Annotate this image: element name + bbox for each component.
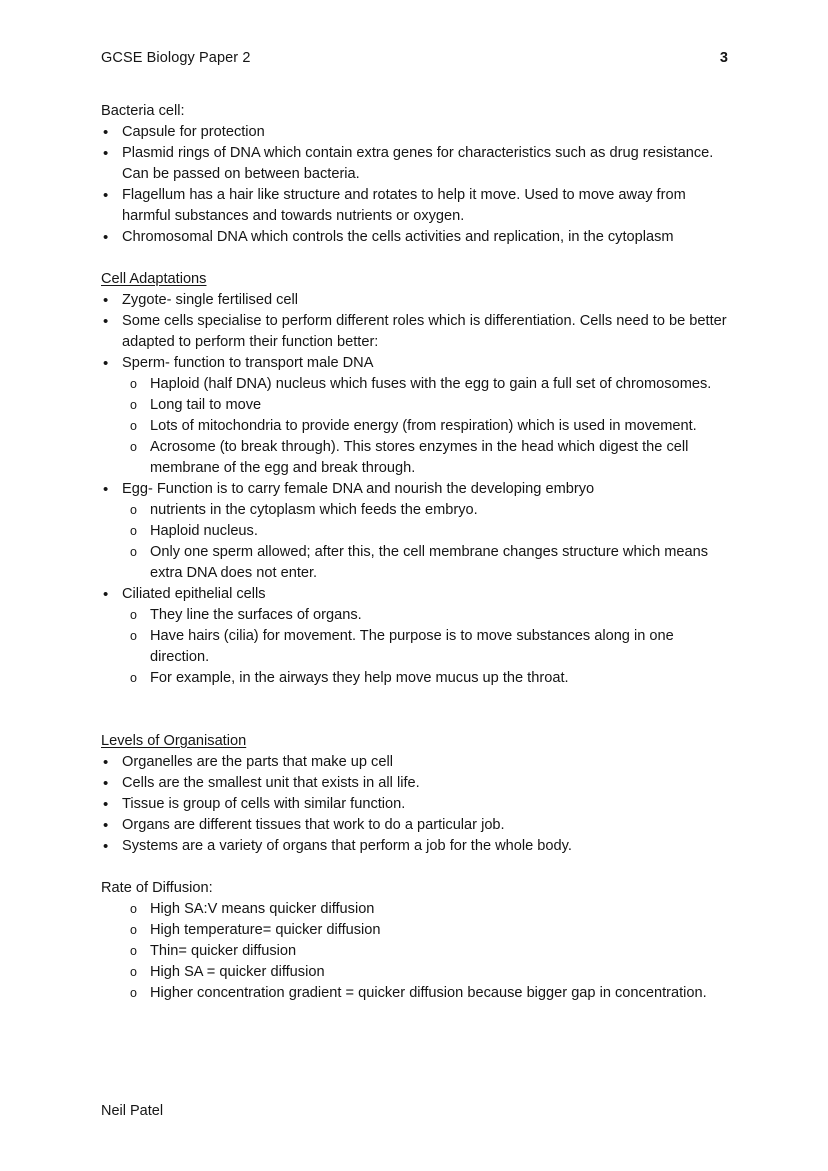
list-item-text: They line the surfaces of organs. bbox=[150, 607, 362, 623]
page-footer bbox=[101, 1101, 163, 1121]
list-item bbox=[101, 185, 729, 227]
circle-bullet-icon: o bbox=[130, 986, 137, 1000]
bullet-icon: • bbox=[103, 145, 109, 162]
bullet-icon: • bbox=[103, 313, 109, 330]
section-heading-cell-adaptations bbox=[101, 269, 729, 290]
section-intro-bacteria-cell: Bacteria cell: bbox=[101, 103, 185, 119]
footer-author-name: Neil Patel bbox=[101, 1103, 164, 1119]
list-item-text: High SA = quicker diffusion bbox=[150, 964, 325, 980]
document-body bbox=[101, 101, 729, 1004]
list-item bbox=[101, 815, 729, 836]
list-item bbox=[101, 836, 729, 857]
bullet-icon: • bbox=[103, 586, 109, 603]
bullet-icon: • bbox=[103, 817, 109, 834]
list-item bbox=[101, 605, 729, 626]
list-item bbox=[101, 920, 729, 941]
list-item bbox=[101, 899, 729, 920]
bullet-icon: • bbox=[103, 796, 109, 813]
list-item-text: Some cells specialise to perform different roles which is differentiation. Cells need to be better adapted to perform their function better: bbox=[122, 313, 727, 350]
list-item bbox=[101, 962, 729, 983]
circle-bullet-icon: o bbox=[130, 965, 137, 979]
bullet-icon: • bbox=[103, 124, 109, 141]
list-item bbox=[101, 374, 729, 395]
circle-bullet-icon: o bbox=[130, 902, 137, 916]
list-item-text: Organs are different tissues that work to do a particular job. bbox=[122, 817, 505, 833]
bullet-icon: • bbox=[103, 481, 109, 498]
bullet-icon: • bbox=[103, 187, 109, 204]
list-item-text: Organelles are the parts that make up cell bbox=[122, 754, 393, 770]
section-spacer bbox=[101, 857, 729, 878]
list-item-text: Plasmid rings of DNA which contain extra genes for characteristics such as drug resistance. Can be passed on between bacteria. bbox=[122, 145, 714, 182]
egg-sub-bullet-list bbox=[101, 500, 729, 584]
bullet-icon: • bbox=[103, 355, 109, 372]
list-item bbox=[101, 500, 729, 521]
ciliated-epithelial-bullet-list bbox=[101, 584, 729, 605]
list-item-text: Cells are the smallest unit that exists in all life. bbox=[122, 775, 420, 791]
list-item bbox=[101, 437, 729, 479]
list-item bbox=[101, 353, 729, 374]
list-item bbox=[101, 542, 729, 584]
list-item bbox=[101, 290, 729, 311]
circle-bullet-icon: o bbox=[130, 923, 137, 937]
list-item bbox=[101, 227, 729, 248]
list-item-text: Egg- Function is to carry female DNA and nourish the developing embryo bbox=[122, 481, 595, 497]
list-item bbox=[101, 416, 729, 437]
circle-bullet-icon: o bbox=[130, 377, 137, 391]
bullet-icon: • bbox=[103, 754, 109, 771]
section-heading-levels-of-organisation bbox=[101, 731, 729, 752]
list-item-text: Lots of mitochondria to provide energy (from respiration) which is used in movement. bbox=[150, 418, 697, 434]
section-heading-text: Cell Adaptations bbox=[101, 271, 207, 287]
list-item-text: Zygote- single fertilised cell bbox=[122, 292, 299, 308]
page-header bbox=[101, 48, 728, 68]
section-spacer bbox=[101, 689, 729, 731]
list-item-text: For example, in the airways they help move mucus up the throat. bbox=[150, 670, 569, 686]
list-item bbox=[101, 143, 729, 185]
bullet-icon: • bbox=[103, 292, 109, 309]
list-item bbox=[101, 668, 729, 689]
list-item bbox=[101, 584, 729, 605]
list-item bbox=[101, 773, 729, 794]
circle-bullet-icon: o bbox=[130, 524, 137, 538]
egg-bullet-list bbox=[101, 479, 729, 500]
bullet-icon: • bbox=[103, 838, 109, 855]
list-item-text: Chromosomal DNA which controls the cells activities and replication, in the cytoplasm bbox=[122, 229, 674, 245]
bacteria-cell-bullet-list bbox=[101, 122, 729, 248]
section-spacer bbox=[101, 248, 729, 269]
circle-bullet-icon: o bbox=[130, 398, 137, 412]
list-item bbox=[101, 122, 729, 143]
section-heading-text: Levels of Organisation bbox=[101, 733, 247, 749]
list-item-text: nutrients in the cytoplasm which feeds the embryo. bbox=[150, 502, 478, 518]
list-item-text: Capsule for protection bbox=[122, 124, 265, 140]
levels-of-organisation-bullet-list bbox=[101, 752, 729, 857]
list-item-text: High SA:V means quicker diffusion bbox=[150, 901, 375, 917]
list-item bbox=[101, 794, 729, 815]
list-item-text: High temperature= quicker diffusion bbox=[150, 922, 381, 938]
list-item-text: Haploid (half DNA) nucleus which fuses with the egg to gain a full set of chromosomes. bbox=[150, 376, 712, 392]
circle-bullet-icon: o bbox=[130, 944, 137, 958]
list-item-text: Ciliated epithelial cells bbox=[122, 586, 266, 602]
bullet-icon: • bbox=[103, 229, 109, 246]
list-item bbox=[101, 626, 729, 668]
bullet-icon: • bbox=[103, 775, 109, 792]
list-item bbox=[101, 521, 729, 542]
list-item bbox=[101, 395, 729, 416]
circle-bullet-icon: o bbox=[130, 419, 137, 433]
list-item-text: Higher concentration gradient = quicker diffusion because bigger gap in concentration. bbox=[150, 985, 707, 1001]
circle-bullet-icon: o bbox=[130, 629, 137, 643]
list-item-text: Haploid nucleus. bbox=[150, 523, 258, 539]
list-item-text: Acrosome (to break through). This stores enzymes in the head which digest the cell membrane of the egg and break through. bbox=[150, 439, 689, 476]
list-item bbox=[101, 752, 729, 773]
page-number: 3 bbox=[719, 50, 728, 66]
circle-bullet-icon: o bbox=[130, 608, 137, 622]
list-item bbox=[101, 311, 729, 353]
list-item bbox=[101, 479, 729, 500]
circle-bullet-icon: o bbox=[130, 503, 137, 517]
circle-bullet-icon: o bbox=[130, 545, 137, 559]
list-item-text: Sperm- function to transport male DNA bbox=[122, 355, 374, 371]
list-item bbox=[101, 983, 729, 1004]
list-item-text: Have hairs (cilia) for movement. The purpose is to move substances along in one direction. bbox=[150, 628, 674, 665]
list-item-text: Tissue is group of cells with similar function. bbox=[122, 796, 406, 812]
sperm-sub-bullet-list bbox=[101, 374, 729, 479]
cell-adaptations-bullet-list bbox=[101, 290, 729, 374]
list-item-text: Only one sperm allowed; after this, the cell membrane changes structure which means extra DNA does not enter. bbox=[150, 544, 709, 581]
list-item-text: Systems are a variety of organs that perform a job for the whole body. bbox=[122, 838, 572, 854]
list-item-text: Thin= quicker diffusion bbox=[150, 943, 297, 959]
list-item-text: Long tail to move bbox=[150, 397, 262, 413]
list-item bbox=[101, 941, 729, 962]
circle-bullet-icon: o bbox=[130, 440, 137, 454]
list-item-text: Flagellum has a hair like structure and rotates to help it move. Used to move away from harmful substances and towards nutrients or oxygen. bbox=[122, 187, 686, 224]
circle-bullet-icon: o bbox=[130, 671, 137, 685]
header-title: GCSE Biology Paper 2 bbox=[101, 50, 251, 66]
rate-of-diffusion-sub-bullet-list bbox=[101, 899, 729, 1004]
section-intro-rate-of-diffusion: Rate of Diffusion: bbox=[101, 880, 213, 896]
ciliated-epithelial-sub-bullet-list bbox=[101, 605, 729, 689]
